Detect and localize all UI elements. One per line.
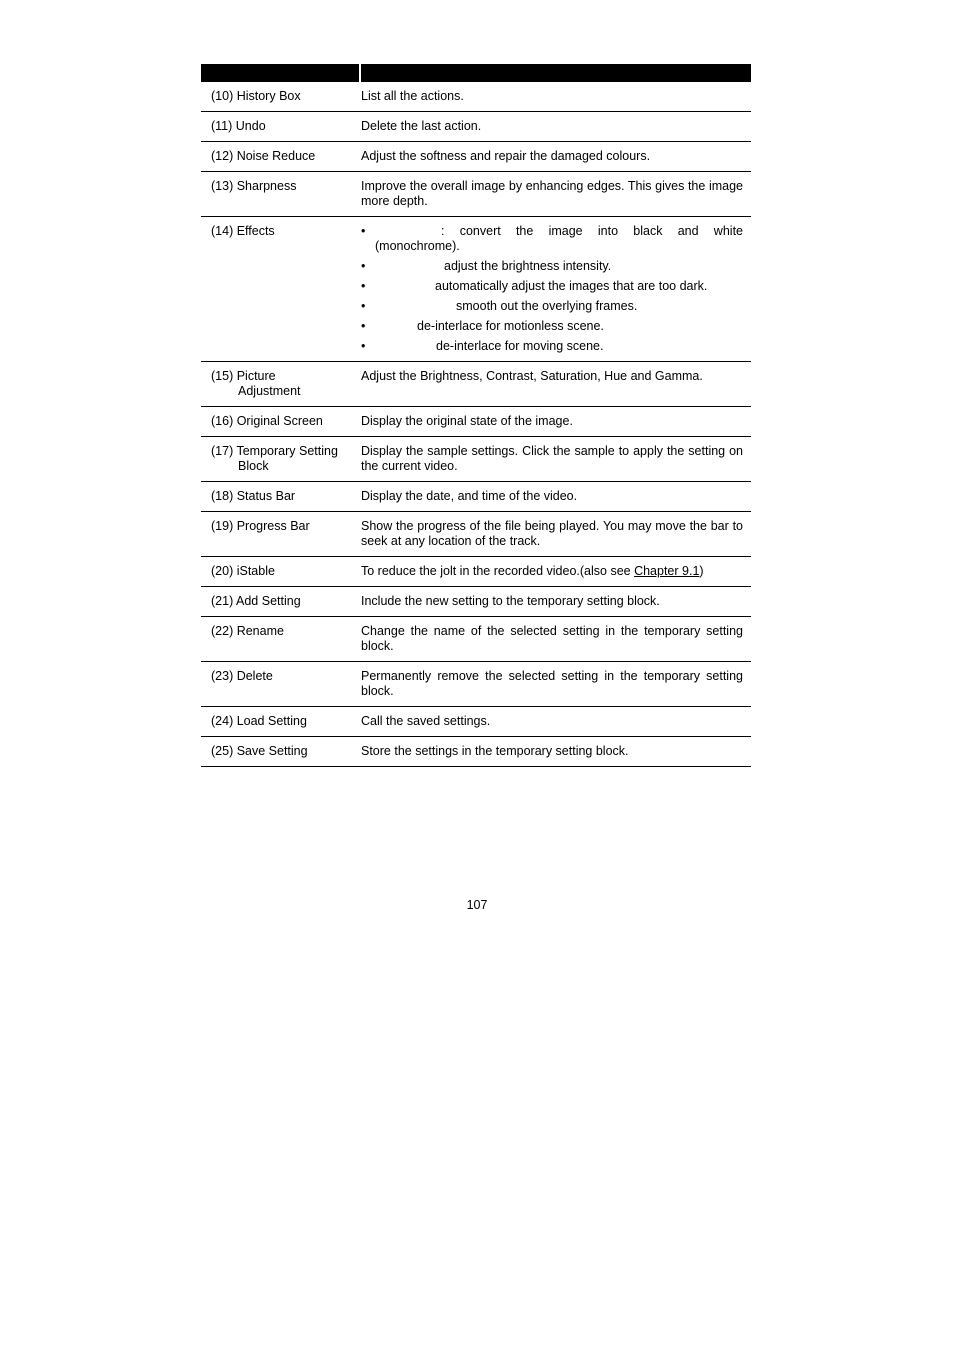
row-item: (20) iStable xyxy=(201,557,360,587)
table-row xyxy=(201,112,751,142)
row-item: (13) Sharpness xyxy=(201,172,360,217)
effects-list xyxy=(361,224,743,354)
row-item: (16) Original Screen xyxy=(201,407,360,437)
row-description: Display the original state of the image. xyxy=(360,407,751,437)
table-row xyxy=(201,82,751,112)
row-description: Display the date, and time of the video. xyxy=(360,482,751,512)
row-item-label: (15) Picture xyxy=(211,369,276,383)
row-item-continuation: Block xyxy=(238,459,269,473)
row-description: Store the settings in the temporary setting block. xyxy=(360,737,751,767)
list-item xyxy=(361,299,743,314)
row-item: (18) Status Bar xyxy=(201,482,360,512)
row-description: Adjust the Brightness, Contrast, Saturation, Hue and Gamma. xyxy=(360,362,751,407)
table-row xyxy=(201,217,751,362)
row-item-label: (17) Temporary Setting xyxy=(211,444,338,458)
effect-description: de-interlace for motionless scene. xyxy=(417,319,604,333)
row-item: (24) Load Setting xyxy=(201,707,360,737)
effect-description: automatically adjust the images that are too dark. xyxy=(435,279,708,293)
row-description: Show the progress of the file being played. You may move the bar to seek at any location of the track. xyxy=(360,512,751,557)
table-header xyxy=(201,64,751,82)
row-description xyxy=(360,557,751,587)
table-row xyxy=(201,142,751,172)
row-description: Change the name of the selected setting in the temporary setting block. xyxy=(360,617,751,662)
table-row xyxy=(201,557,751,587)
table-row xyxy=(201,407,751,437)
table-row xyxy=(201,482,751,512)
row-item: (23) Delete xyxy=(201,662,360,707)
table-row xyxy=(201,587,751,617)
effect-description: smooth out the overlying frames. xyxy=(456,299,638,313)
row-item: (22) Rename xyxy=(201,617,360,662)
row-item-continuation: Adjustment xyxy=(238,384,301,398)
chapter-link[interactable]: Chapter 9.1 xyxy=(634,564,700,578)
table-row xyxy=(201,437,751,482)
list-item xyxy=(361,279,743,294)
description-text: To reduce the jolt in the recorded video.(also see xyxy=(361,564,635,578)
table-row xyxy=(201,362,751,407)
row-description: Display the sample settings. Click the sample to apply the setting on the current video. xyxy=(360,437,751,482)
feature-table xyxy=(201,64,751,767)
row-description: Adjust the softness and repair the damaged colours. xyxy=(360,142,751,172)
row-item: (12) Noise Reduce xyxy=(201,142,360,172)
table-row xyxy=(201,172,751,217)
list-item xyxy=(361,259,743,274)
page-number: 107 xyxy=(466,898,488,912)
table-row xyxy=(201,512,751,557)
row-description: Permanently remove the selected setting in the temporary setting block. xyxy=(360,662,751,707)
effect-description: de-interlace for moving scene. xyxy=(436,339,604,353)
list-item xyxy=(361,319,743,334)
row-item: (25) Save Setting xyxy=(201,737,360,767)
effect-description: adjust the brightness intensity. xyxy=(444,259,612,273)
row-item: (10) History Box xyxy=(201,82,360,112)
effect-description: : convert the image into black and white (monochrome). xyxy=(375,224,743,253)
row-description: Improve the overall image by enhancing edges. This gives the image more depth. xyxy=(360,172,751,217)
list-item xyxy=(361,224,743,254)
header-cell-item xyxy=(201,64,360,82)
description-text: ) xyxy=(699,564,704,578)
row-description: Delete the last action. xyxy=(360,112,751,142)
row-item: (14) Effects xyxy=(201,217,360,362)
list-item xyxy=(361,339,743,354)
row-description: Include the new setting to the temporary setting block. xyxy=(360,587,751,617)
row-description xyxy=(360,217,751,362)
row-item: (19) Progress Bar xyxy=(201,512,360,557)
table-row xyxy=(201,662,751,707)
row-item xyxy=(201,362,360,407)
row-item: (21) Add Setting xyxy=(201,587,360,617)
row-description: Call the saved settings. xyxy=(360,707,751,737)
row-description: List all the actions. xyxy=(360,82,751,112)
row-item xyxy=(201,437,360,482)
table-row xyxy=(201,737,751,767)
table-row xyxy=(201,707,751,737)
header-cell-description xyxy=(360,64,751,82)
row-item: (11) Undo xyxy=(201,112,360,142)
table-row xyxy=(201,617,751,662)
